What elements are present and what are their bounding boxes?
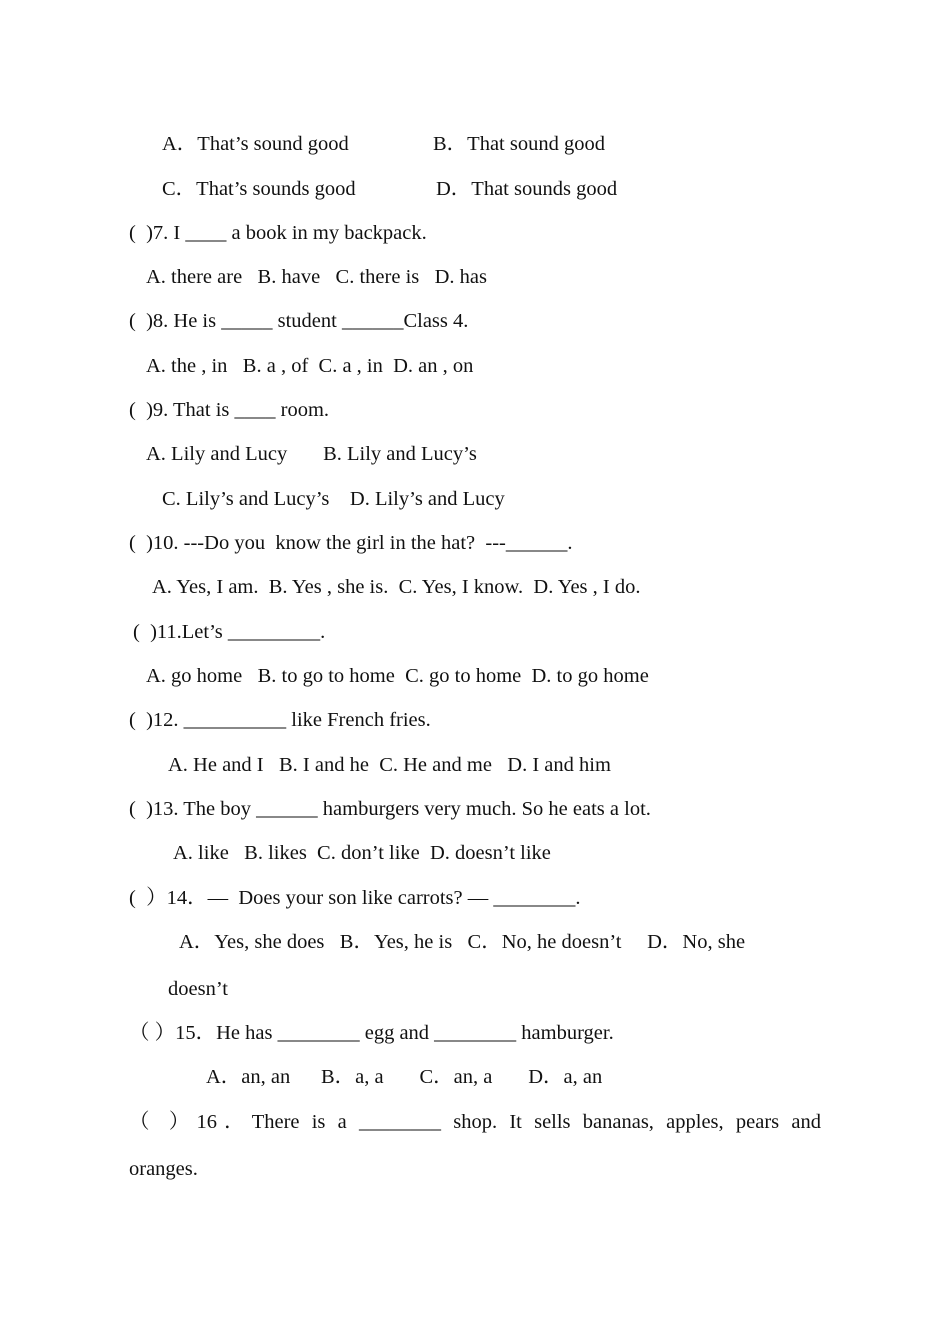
q7-stem: ( )7. I ____ a book in my backpack.	[129, 222, 427, 244]
q6-option-d: D．That sounds good	[436, 178, 618, 200]
q8-stem: ( )8. He is _____ student ______Class 4.	[129, 310, 469, 332]
q10-stem: ( )10. ---Do you know the girl in the hat? ---______.	[129, 532, 573, 554]
q13-stem: ( )13. The boy ______ hamburgers very much. So he eats a lot.	[129, 798, 651, 820]
q7-options: A. there are B. have C. there is D. has	[146, 266, 487, 288]
q9-options-1: A. Lily and Lucy B. Lily and Lucy’s	[146, 443, 477, 465]
q13-options: A. like B. likes C. don’t like D. doesn’t like	[173, 842, 551, 864]
q15-stem: （ ）15．He has ________ egg and ________ hamburger.	[129, 1022, 614, 1044]
q12-options: A. He and I B. I and he C. He and me D. I and him	[168, 754, 611, 776]
q9-stem: ( )9. That is ____ room.	[129, 399, 330, 421]
q8-options: A. the , in B. a , of C. a , in D. an , on	[146, 355, 474, 377]
q14-stem: ( ）14．— Does your son like carrots? — ________.	[129, 887, 581, 909]
q11-options: A. go home B. to go to home C. go to home D. to go home	[146, 665, 649, 687]
q6-option-c: C．That’s sounds good	[162, 178, 356, 200]
q14-options: A．Yes, she does B．Yes, he is C．No, he doesn’t D．No, she	[179, 931, 746, 953]
q12-stem: ( )12. __________ like French fries.	[129, 709, 431, 731]
q6-option-b: B．That sound good	[433, 133, 605, 155]
q6-option-a: A．That’s sound good	[162, 133, 349, 155]
q15-options: A．an, an B．a, a C．an, a D．a, an	[206, 1066, 603, 1088]
q9-options-2: C. Lily’s and Lucy’s D. Lily’s and Lucy	[162, 488, 505, 510]
q11-stem: ( )11.Let’s _________.	[133, 621, 326, 643]
q14-options-wrap: doesn’t	[168, 978, 228, 1000]
q10-options: A. Yes, I am. B. Yes , she is. C. Yes, I know. D. Yes , I do.	[152, 576, 641, 598]
q16-stem-wrap: oranges.	[129, 1158, 198, 1180]
q16-stem: （ ）16．There is a ________ shop. It sells bananas, apples, pears and	[129, 1111, 821, 1133]
